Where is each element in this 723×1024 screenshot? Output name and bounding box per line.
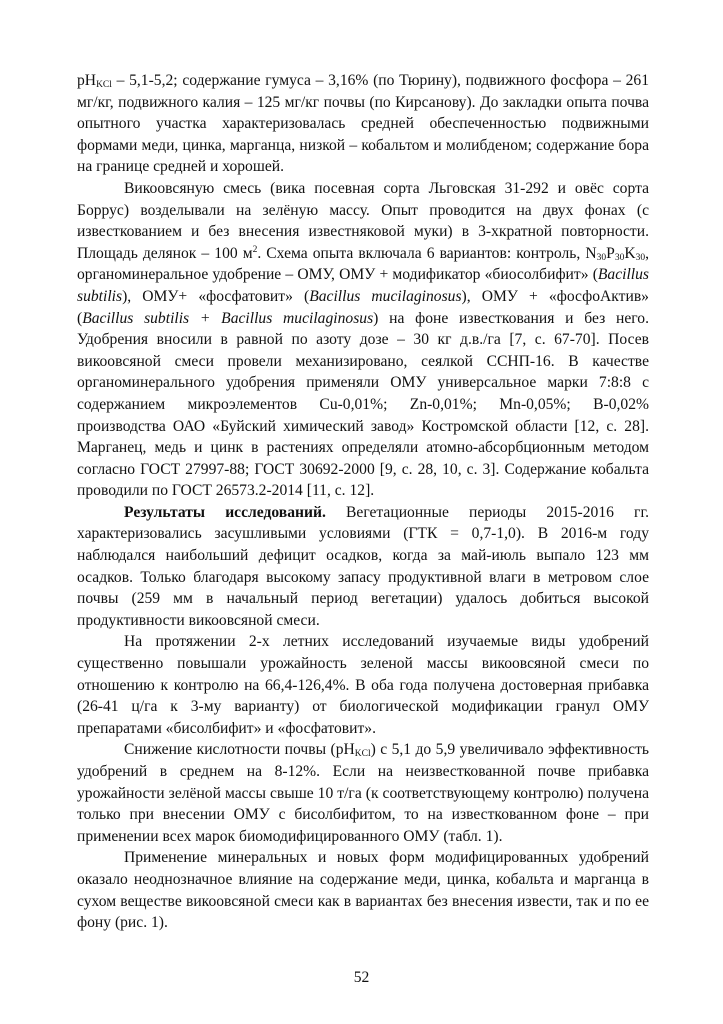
paragraph-yield: На протяжении 2-х летних исследований изучаемые виды удобрений существенно повышали урожайность зеленой массы викоовсяной смеси по отношению к контролю на 66,4-126,4%. В оба года получена достоверная прибавка (26-41 ц/га к 3-му варианту) от биологической модификации гранул ОМУ препаратами «бисолбифит» и «фосфатовит».	[77, 633, 649, 737]
paragraph-results: Результаты исследований. Вегетационные периоды 2015-2016 гг. характеризовались засушливыми условиями (ГТК = 0,7-1,0). В 2016-м году наблюдался наибольший дефицит осадков, когда за май-июль выпало 123 мм осадков. Только благодаря высокому запасу продуктивной влаги в метровом слое почвы (259 мм в начальный период вегетации) удалось добиться высокой продуктивности викоовсяной смеси.	[77, 503, 649, 629]
paragraph-microelements: Применение минеральных и новых форм модифицированных удобрений оказало неоднозначное влияние на содержание меди, цинка, кобальта и марганца в сухом веществе викоовсяной смеси как в вариантах без внесения извести, так и по ее фону (рис. 1).	[77, 849, 649, 932]
section-heading: Результаты исследований.	[124, 503, 326, 521]
page-number: 52	[353, 969, 370, 986]
text-body	[77, 70, 649, 934]
paragraph-soil-properties: $pH_{KCl} - 5,1-5,2$; содержание гумуса – 3,16% (по Тюрину), подвижного фосфора – 261 мг/кг, подвижного калия – 125 мг/кг почвы (по Кирсанову). До закладки опыта почва опытного участка характеризовалась средней обеспеченностью подвижными формами меди, цинка, марганца, низкой – кобальтом и молибденом; содержание бора на границе средней и хорошей.	[77, 72, 649, 176]
paragraph-acidity: Снижение кислотности почвы $(pH_{KCl})$ с 5,1 до 5,9 увеличивало эффективность удобрений в среднем на 8-12%. Если на неизвесткованной почве прибавка урожайности зелёной массы свыше 10 т/га (к соответствующему контролю) получена только при внесении ОМУ с бисолбифитом, то на известкованном фоне – при применении всех марок биомодифицированного ОМУ (табл. 1).	[77, 741, 649, 845]
paragraph-methods: Викоовсяную смесь (вика посевная сорта Льговская 31-292 и овёс сорта Боррус) возделывали на зелёную массу. Опыт проводится на двух фонах (с известкованием и без внесения известняковой муки) в 3-хкратной повторности. Площадь делянок – 100 $м^2$. Схема опыта включала 6 вариантов: контроль, $N_{30}P_{30}K_{30}$, органоминеральное удобрение – ОМУ, ОМУ + модификатор «биосолбифит» (Bacillus subtilis), ОМУ+ «фосфатовит» (Bacillus mucilaginosus), ОМУ + «фосфоАктив» (Bacillus subtilis + Bacillus mucilaginosus) на фоне известкования и без него. Удобрения вносили в равной по азоту дозе – 30 кг д.в./га [7, с. 67-70]. Посев викоовсяной смеси провели механизировано, сеялкой ССНП-16. В качестве органоминерального удобрения применяли ОМУ универсальное марки 7:8:8 с содержанием микроэлементов Cu-0,01%; Zn-0,01%; Mn-0,05%; B-0,02% производства ОАО «Буйский химический завод» Костромской области [12, с. 28]. Марганец, медь и цинк в растениях определяли атомно-абсорбционным методом согласно ГОСТ 27997-88; ГОСТ 30692-2000 [9, с. 28, 10, с. 3]. Содержание кобальта проводили по ГОСТ 26573.2-2014 [11, с. 12].	[77, 179, 649, 500]
